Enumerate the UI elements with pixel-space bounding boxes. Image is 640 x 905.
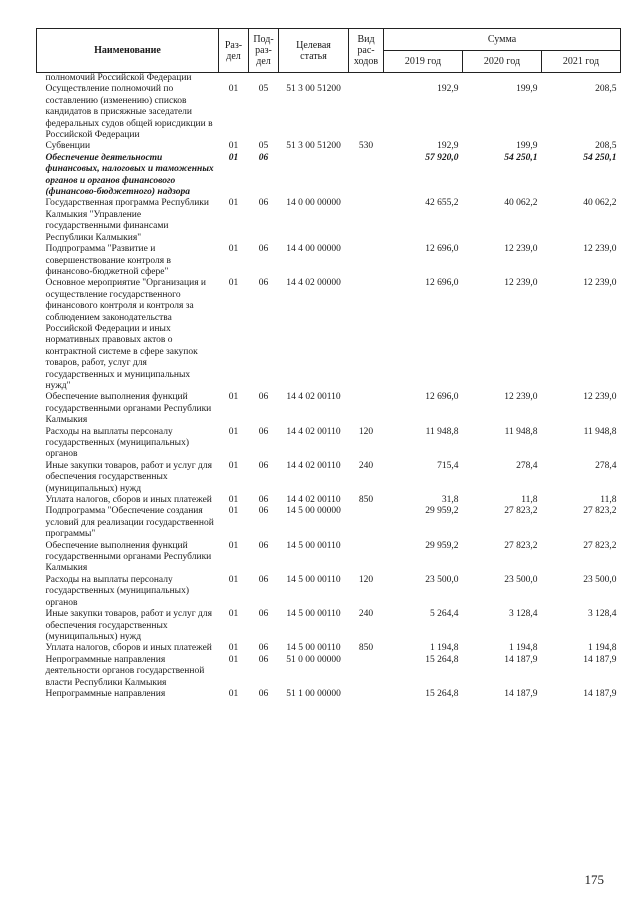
row-razdel xyxy=(219,73,249,85)
row-2021: 14 187,9 xyxy=(583,688,617,699)
row-2019: 42 655,2 xyxy=(425,198,459,209)
row-2019: 15 264,8 xyxy=(425,654,459,665)
table-row xyxy=(37,643,621,654)
row-2019: 192,9 xyxy=(437,141,459,152)
row-target: 14 4 02 00110 xyxy=(286,426,341,437)
table-row xyxy=(37,392,621,426)
row-2020 xyxy=(463,73,542,85)
header-year-2020: 2020 год xyxy=(463,51,542,73)
row-vid: 850 xyxy=(358,643,374,654)
row-target: 14 4 02 00000 xyxy=(286,278,341,289)
row-podrazdel: 05 xyxy=(258,84,269,95)
row-podrazdel: 05 xyxy=(258,141,269,152)
table-row xyxy=(37,541,621,575)
row-target: 14 5 00 00110 xyxy=(286,540,341,551)
row-2020: 27 823,2 xyxy=(504,540,538,551)
budget-table xyxy=(36,28,621,700)
row-2020: 199,9 xyxy=(516,84,538,95)
row-2021: 54 250,1 xyxy=(583,152,617,163)
row-2019: 1 194,8 xyxy=(430,643,459,654)
row-podrazdel: 06 xyxy=(258,460,269,471)
row-vid xyxy=(349,73,384,85)
row-2020: 12 239,0 xyxy=(504,392,538,403)
row-2020: 12 239,0 xyxy=(504,278,538,289)
row-razdel: 01 xyxy=(228,426,239,437)
row-podrazdel xyxy=(249,73,279,85)
row-2020: 23 500,0 xyxy=(504,574,538,585)
table-row xyxy=(37,506,621,540)
table-row xyxy=(37,609,621,643)
row-podrazdel: 06 xyxy=(258,278,269,289)
row-razdel: 01 xyxy=(228,495,239,506)
row-name: Субвенции xyxy=(45,141,91,152)
row-podrazdel: 06 xyxy=(258,495,269,506)
row-name: Иные закупки товаров, работ и услуг для обеспечения государственных (муниципальных) нужд xyxy=(45,460,212,494)
row-razdel: 01 xyxy=(228,506,239,517)
row-2020: 1 194,8 xyxy=(509,643,538,654)
row-name: Обеспечение деятельности финансовых, налоговых и таможенных органов и органов финансового (финансово-бюджетного) надзора xyxy=(45,152,214,198)
row-2019: 715,4 xyxy=(437,460,459,471)
row-2019: 29 959,2 xyxy=(425,540,459,551)
row-podrazdel: 06 xyxy=(258,654,269,665)
row-razdel: 01 xyxy=(228,152,239,163)
table-row xyxy=(37,495,621,506)
row-razdel: 01 xyxy=(228,141,239,152)
header-summa: Сумма xyxy=(384,29,621,51)
row-2020: 14 187,9 xyxy=(504,688,538,699)
row-2021: 12 239,0 xyxy=(583,392,617,403)
table-row xyxy=(37,427,621,461)
row-2020: 40 062,2 xyxy=(504,198,538,209)
row-vid: 240 xyxy=(358,609,374,620)
row-razdel: 01 xyxy=(228,643,239,654)
row-name: Непрограммные направления деятельности органов государственной власти Республики Калмыкия xyxy=(45,654,205,688)
row-podrazdel: 06 xyxy=(258,152,269,163)
row-2020: 199,9 xyxy=(516,141,538,152)
row-2019: 12 696,0 xyxy=(425,392,459,403)
row-2021: 40 062,2 xyxy=(583,198,617,209)
table-row xyxy=(37,575,621,609)
row-podrazdel: 06 xyxy=(258,426,269,437)
table-row xyxy=(37,461,621,495)
row-razdel: 01 xyxy=(228,540,239,551)
header-razdel: Раз- дел xyxy=(219,29,249,73)
row-name: Осуществление полномочий по составлению (изменению) списков кандидатов в присяжные заседатели федеральных судов общей юрисдикции в Российской Федерации xyxy=(45,84,213,141)
header-name: Наименование xyxy=(37,29,219,73)
row-vid: 240 xyxy=(358,460,374,471)
table-row xyxy=(37,153,621,199)
row-2021: 11 948,8 xyxy=(583,426,617,437)
row-2021: 11,8 xyxy=(600,495,617,506)
row-podrazdel: 06 xyxy=(258,392,269,403)
row-2020: 12 239,0 xyxy=(504,244,538,255)
row-target: 14 4 00 00000 xyxy=(286,244,341,255)
row-target xyxy=(279,153,349,199)
row-2020: 3 128,4 xyxy=(509,609,538,620)
row-razdel: 01 xyxy=(228,198,239,209)
row-name: Уплата налогов, сборов и иных платежей xyxy=(45,643,212,654)
table-body xyxy=(37,73,621,701)
row-razdel: 01 xyxy=(228,460,239,471)
row-podrazdel: 06 xyxy=(258,643,269,654)
header-year-2021: 2021 год xyxy=(542,51,621,73)
row-target: 14 4 02 00110 xyxy=(286,460,341,471)
row-target: 14 4 02 00110 xyxy=(286,495,341,506)
row-2020: 278,4 xyxy=(516,460,538,471)
row-2021 xyxy=(542,73,621,85)
row-razdel: 01 xyxy=(228,654,239,665)
row-2020: 11 948,8 xyxy=(504,426,538,437)
row-podrazdel: 06 xyxy=(258,244,269,255)
row-2021: 27 823,2 xyxy=(583,506,617,517)
row-vid xyxy=(349,655,384,689)
row-name: Обеспечение выполнения функций государственными органами Республики Калмыкия xyxy=(45,540,212,574)
row-2021: 3 128,4 xyxy=(588,609,617,620)
row-vid xyxy=(349,153,384,199)
row-2021: 278,4 xyxy=(595,460,617,471)
row-target: 14 5 00 00000 xyxy=(286,506,341,517)
table-row xyxy=(37,655,621,689)
row-target xyxy=(279,73,349,85)
row-vid: 850 xyxy=(358,495,374,506)
row-2019: 192,9 xyxy=(437,84,459,95)
row-name: Иные закупки товаров, работ и услуг для обеспечения государственных (муниципальных) нужд xyxy=(45,609,212,642)
row-target: 14 5 00 00110 xyxy=(286,609,341,620)
row-2019: 11 948,8 xyxy=(425,426,459,437)
row-name: полномочий Российской Федерации xyxy=(45,73,192,83)
table-row xyxy=(37,141,621,152)
row-vid xyxy=(349,84,384,141)
row-2021: 27 823,2 xyxy=(583,540,617,551)
row-2021: 14 187,9 xyxy=(583,654,617,665)
table-row xyxy=(37,689,621,700)
row-2021: 12 239,0 xyxy=(583,278,617,289)
row-vid xyxy=(349,689,384,700)
row-podrazdel: 06 xyxy=(258,198,269,209)
row-name: Подпрограмма "Обеспечение создания условий для реализации государственной программы" xyxy=(45,506,214,540)
row-name: Подпрограмма "Развитие и совершенствование контроля в финансово-бюджетной сфере" xyxy=(45,244,171,277)
row-2019: 57 920,0 xyxy=(425,152,459,163)
row-vid: 530 xyxy=(358,141,374,152)
row-2021: 12 239,0 xyxy=(583,244,617,255)
row-podrazdel: 06 xyxy=(258,688,269,699)
page-number: 175 xyxy=(584,872,604,887)
row-razdel: 01 xyxy=(228,84,239,95)
table-row xyxy=(37,73,621,85)
row-podrazdel: 06 xyxy=(258,574,269,585)
row-2020: 54 250,1 xyxy=(504,152,538,163)
row-vid xyxy=(349,278,384,392)
row-vid xyxy=(349,506,384,540)
row-target: 14 5 00 00110 xyxy=(286,574,341,585)
header-podrazdel: Под- раз- дел xyxy=(249,29,279,73)
table-row xyxy=(37,84,621,141)
row-2021: 208,5 xyxy=(595,84,617,95)
row-razdel: 01 xyxy=(228,278,239,289)
row-target: 51 1 00 00000 xyxy=(286,688,341,699)
row-target: 14 5 00 00110 xyxy=(286,643,341,654)
row-podrazdel: 06 xyxy=(258,609,269,620)
row-name: Государственная программа Республики Калмыкия "Управление государственными финансами Республики Калмыкия" xyxy=(45,198,209,243)
row-razdel: 01 xyxy=(228,688,239,699)
row-2019: 12 696,0 xyxy=(425,278,459,289)
table-row xyxy=(37,198,621,244)
row-2019: 5 264,4 xyxy=(430,609,459,620)
row-vid xyxy=(349,244,384,278)
row-name: Основное мероприятие "Организация и осуществление государственного финансового контроля и контроля за соблюдением законодательства Российской Федерации и иных нормативных правовых актов о контрактной системе в сфере закупок товаров, работ, услуг для государственных и муниципальных нужд" xyxy=(45,278,207,391)
row-podrazdel: 06 xyxy=(258,540,269,551)
row-target: 51 0 00 00000 xyxy=(286,654,341,665)
row-target: 51 3 00 51200 xyxy=(286,84,341,95)
row-name: Расходы на выплаты персоналу государственных (муниципальных) органов xyxy=(45,426,189,460)
row-razdel: 01 xyxy=(228,244,239,255)
row-razdel: 01 xyxy=(228,609,239,620)
row-2020: 11,8 xyxy=(521,495,538,506)
row-vid xyxy=(349,198,384,244)
row-name: Непрограммные направления xyxy=(45,688,166,699)
budget-table-page xyxy=(36,28,620,700)
row-2019: 15 264,8 xyxy=(425,688,459,699)
row-target: 14 4 02 00110 xyxy=(286,392,341,403)
table-row xyxy=(37,278,621,392)
table-row xyxy=(37,244,621,278)
row-vid: 120 xyxy=(358,426,374,437)
row-2021: 23 500,0 xyxy=(583,574,617,585)
row-podrazdel: 06 xyxy=(258,506,269,517)
header-vid: Вид рас- ходов xyxy=(349,29,384,73)
row-name: Расходы на выплаты персоналу государственных (муниципальных) органов xyxy=(45,574,189,608)
row-razdel: 01 xyxy=(228,574,239,585)
header-target: Целевая статья xyxy=(279,29,349,73)
row-2019: 29 959,2 xyxy=(425,506,459,517)
row-2021: 208,5 xyxy=(595,141,617,152)
row-name: Уплата налогов, сборов и иных платежей xyxy=(45,495,212,506)
row-2021: 1 194,8 xyxy=(588,643,617,654)
row-vid xyxy=(349,392,384,426)
header-year-2019: 2019 год xyxy=(384,51,463,73)
row-2020: 14 187,9 xyxy=(504,654,538,665)
row-2019: 23 500,0 xyxy=(425,574,459,585)
row-target: 14 0 00 00000 xyxy=(286,198,341,209)
row-razdel: 01 xyxy=(228,392,239,403)
row-2020: 27 823,2 xyxy=(504,506,538,517)
row-vid xyxy=(349,541,384,575)
row-target: 51 3 00 51200 xyxy=(286,141,341,152)
row-2019 xyxy=(384,73,463,85)
row-vid: 120 xyxy=(358,574,374,585)
row-name: Обеспечение выполнения функций государственными органами Республики Калмыкия xyxy=(45,392,212,426)
row-2019: 31,8 xyxy=(441,495,459,506)
row-2019: 12 696,0 xyxy=(425,244,459,255)
